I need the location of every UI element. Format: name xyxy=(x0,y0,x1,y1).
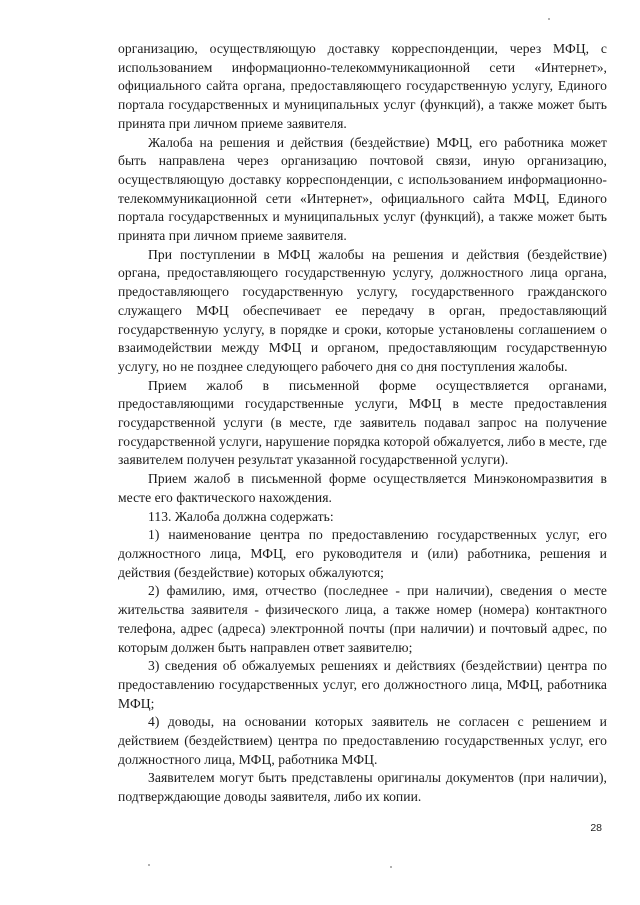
paragraph-complaint-mfc: Жалоба на решения и действия (бездействие) МФЦ, его работника может быть направлена через организацию почтовой связи, иную организацию, осуществляющую доставку корреспонденции, с использованием информационно-телекоммуникационной сети «Интернет», официального сайта МФЦ, Единого портала государственных и муниципальных услуг (функций), а также может быть принята при личном приеме заявителя. xyxy=(118,134,607,244)
paragraph-originals: Заявителем могут быть представлены оригиналы документов (при наличии), подтверждающие доводы заявителя, либо их копии. xyxy=(118,770,607,805)
list-item-2: 2) фамилию, имя, отчество (последнее - при наличии), сведения о месте жительства заявителя - физического лица, а также номер (номера) контактного телефона, адрес (адреса) электронной почты (при наличии) и почтовый адрес, по которым должен быть направлен ответ заявителю; xyxy=(118,583,607,655)
scan-speck xyxy=(390,866,392,868)
paragraph-continuation: организацию, осуществляющую доставку корреспонденции, через МФЦ, с использованием информационно-телекоммуникационной сети «Интернет», официального сайта органа, предоставляющего государственную услугу, Единого портала государственных и муниципальных услуг (функций), а также может быть принята при личном приеме заявителя. xyxy=(118,41,607,131)
page-number: 28 xyxy=(590,822,602,834)
scan-speck xyxy=(548,18,550,20)
paragraph-written-complaints: Прием жалоб в письменной форме осуществляется органами, предоставляющими государственные услуги, МФЦ в месте предоставления государственной услуги (в месте, где заявитель подавал запрос на получение государственной услуги, нарушение порядка которой обжалуется, либо в месте, где заявителем получен результат указанной государственной услуги). xyxy=(118,377,607,468)
list-item-4: 4) доводы, на основании которых заявитель не согласен с решением и действием (бездействием) центра по предоставлению государственных услуг, его должностного лица, МФЦ, работника МФЦ. xyxy=(118,714,607,767)
paragraph-complaint-receipt: При поступлении в МФЦ жалобы на решения и действия (бездействие) органа, предоставляющего государственную услугу, должностного лица органа, предоставляющего государственную услугу, государственного гражданского служащего МФЦ обеспечивает ее передачу в орган, предоставляющий государственную услугу, в порядке и сроки, которые установлены соглашением о взаимодействии между МФЦ и органом, предоставляющим государственную услугу, но не позднее следующего рабочего дня со дня поступления жалобы. xyxy=(118,246,607,374)
paragraph-minekonomrazvitiya: Прием жалоб в письменной форме осуществляется Минэкономразвития в месте его фактического нахождения. xyxy=(118,471,607,505)
list-item-3: 3) сведения об обжалуемых решениях и действиях (бездействии) центра по предоставлению государственных услуг, его должностного лица, МФЦ, работника МФЦ; xyxy=(118,658,607,711)
section-113-heading: 113. Жалоба должна содержать: xyxy=(148,508,334,524)
scan-speck xyxy=(148,864,150,866)
document-body xyxy=(118,40,607,807)
list-item-1: 1) наименование центра по предоставлению государственных услуг, его должностного лица, МФЦ, его руководителя и (или) работника, решения и действия (бездействие) которых обжалуются; xyxy=(118,527,607,580)
